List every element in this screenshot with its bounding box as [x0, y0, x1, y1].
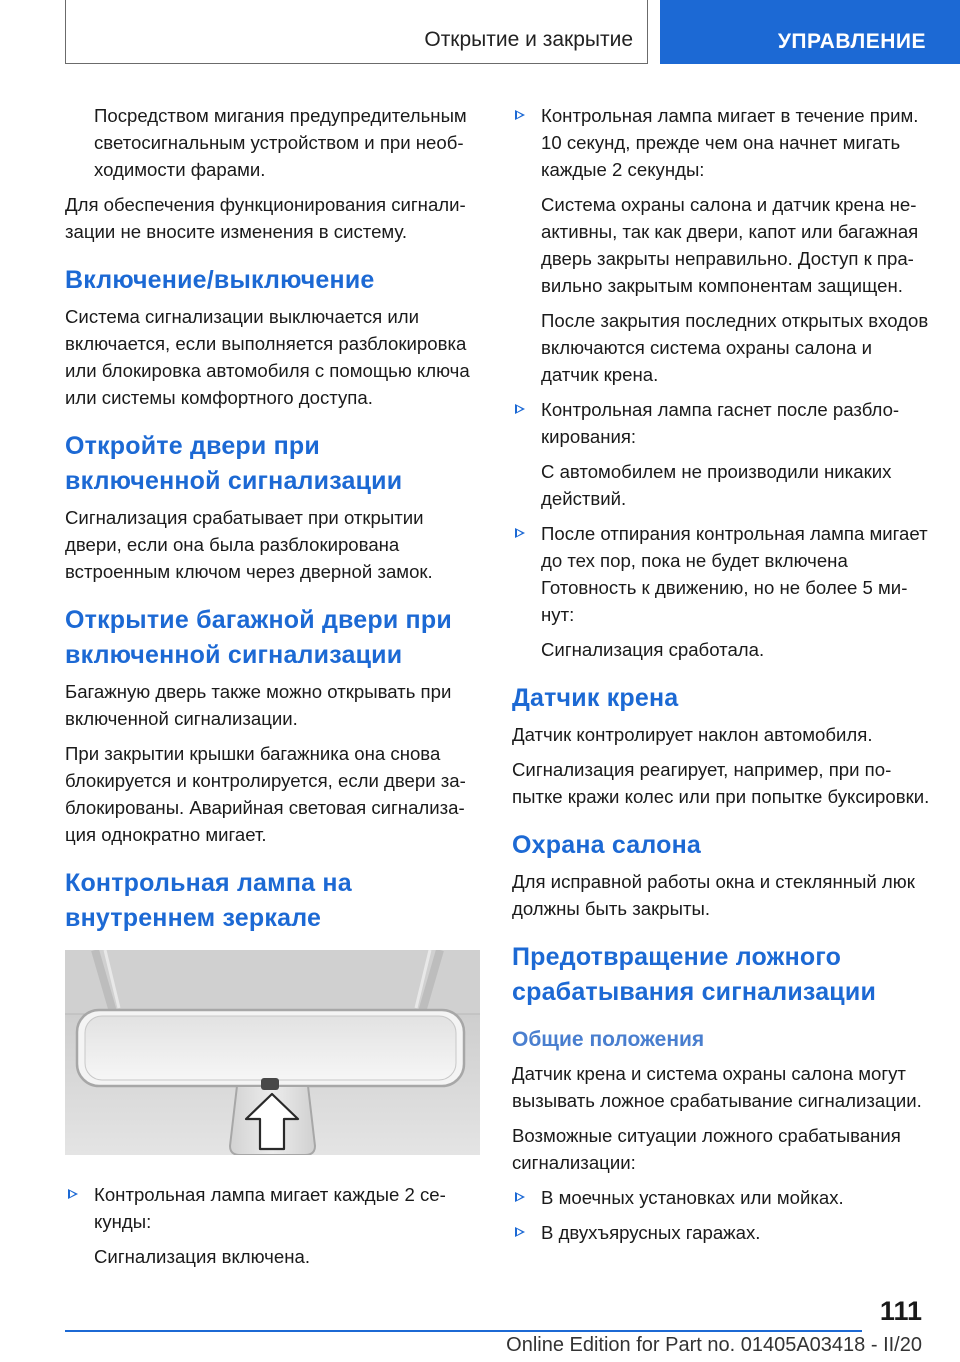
false-alarm-text-1: Датчик крена и система охраны салона могут вызывать ложное срабатывание сигнализации. [512, 1063, 922, 1111]
heading-tilt-sensor: Датчик крена [512, 684, 679, 712]
subheading-general: Общие положения [512, 1028, 705, 1051]
chapter-tab[interactable] [660, 0, 960, 64]
page-number: 111 [879, 1296, 922, 1326]
footer-divider [65, 1330, 862, 1332]
interior-protection-text: Для исправной работы окна и стеклянный люк должны быть закрыты. [512, 871, 915, 919]
bullet-item [512, 520, 930, 628]
bullet-result: После закрытия последних открытых входов включаются система охраны салона и датчик крена. [541, 310, 929, 385]
tilt-sensor-text-2: Сигнализация реагирует, например, при попытке кражи колес или при попытке буксировки. [512, 759, 930, 807]
open-tailgate-text-2: При закрытии крышки багажника она снова блокируется и контролируется, если двери заблокированы. Аварийная световая сигнализация однократно мигает. [65, 743, 466, 845]
bullet-triangle-icon [515, 110, 525, 120]
left-column [65, 102, 480, 1278]
section-title: Открытие и закрытие [424, 28, 633, 51]
bullet-triangle-icon [68, 1189, 78, 1199]
intro-paragraph: Для обеспечения функционирования сигнализации не вносите изменения в систему. [65, 194, 466, 242]
section-header-box [65, 0, 648, 64]
bullet-triangle-icon [515, 528, 525, 538]
bullet-text: В моечных установках или мойках. [541, 1187, 844, 1208]
rearview-mirror-illustration [65, 950, 480, 1155]
bullet-triangle-icon [515, 1227, 525, 1237]
bullet-result: Сигнализация включена. [94, 1246, 310, 1267]
bullet-triangle-icon [515, 404, 525, 414]
heading-on-off: Включение/выключение [65, 266, 375, 294]
bullet-result: Система охраны салона и датчик крена неактивны, так как двери, капот или багажная дверь закрыты неправильно. Доступ к правильно закрытым компонентам защищен. [541, 194, 919, 296]
bullet-result: Сигнализация сработала. [541, 639, 765, 660]
edition-footer: Online Edition for Part no. 01405A03418 - II/20 [506, 1334, 922, 1356]
on-off-text: Система сигнализации выключается или включается, если выполняется разблокировка или блокировка автомобиля с помощью ключа или системы комфортного доступа. [65, 306, 470, 408]
bullet-item [512, 1184, 930, 1211]
bullet-text: Контрольная лампа мигает каждые 2 секунды: [94, 1184, 446, 1232]
right-column [512, 102, 930, 1254]
heading-indicator-lamp: Контрольная лампа на внутреннем зеркале [65, 869, 352, 932]
open-tailgate-text-1: Багажную дверь также можно открывать при включенной сигнализации. [65, 681, 452, 729]
false-alarm-text-2: Возможные ситуации ложного срабатывания сигнализации: [512, 1125, 901, 1173]
tilt-sensor-text-1: Датчик контролирует наклон автомобиля. [512, 724, 873, 745]
heading-open-doors: Откройте двери при включенной сигнализации [65, 432, 403, 495]
bullet-item [512, 102, 930, 183]
bullet-triangle-icon [515, 1192, 525, 1202]
heading-false-alarm: Предотвращение ложного срабатывания сигнализации [512, 943, 877, 1006]
bullet-text: Контрольная лампа гаснет после разблокирования: [541, 399, 900, 447]
bullet-item [65, 1181, 480, 1235]
intro-indented-text: Посредством мигания предупредительным светосигнальным устройством и при необходимости фарами. [94, 105, 467, 180]
bullet-item [512, 396, 930, 450]
bullet-item [512, 1219, 930, 1246]
bullet-text: После отпирания контрольная лампа мигает до тех пор, пока не будет включена Готовность к движению, но не более 5 минут: [541, 523, 928, 625]
bullet-text: В двухъярусных гаражах. [541, 1222, 761, 1243]
bullet-result: С автомобилем не производили никаких действий. [541, 461, 892, 509]
bullet-text: Контрольная лампа мигает в течение прим. 10 секунд, прежде чем она начнет мигать каждые 2 секунды: [541, 105, 919, 180]
heading-interior-protection: Охрана салона [512, 831, 702, 859]
heading-open-tailgate: Открытие багажной двери при включенной сигнализации [65, 606, 452, 669]
open-doors-text: Сигнализация срабатывает при открытии двери, если она была разблокирована встроенным ключом через дверной замок. [65, 507, 433, 582]
chapter-tab-label: УПРАВЛЕНИЕ [777, 30, 926, 53]
